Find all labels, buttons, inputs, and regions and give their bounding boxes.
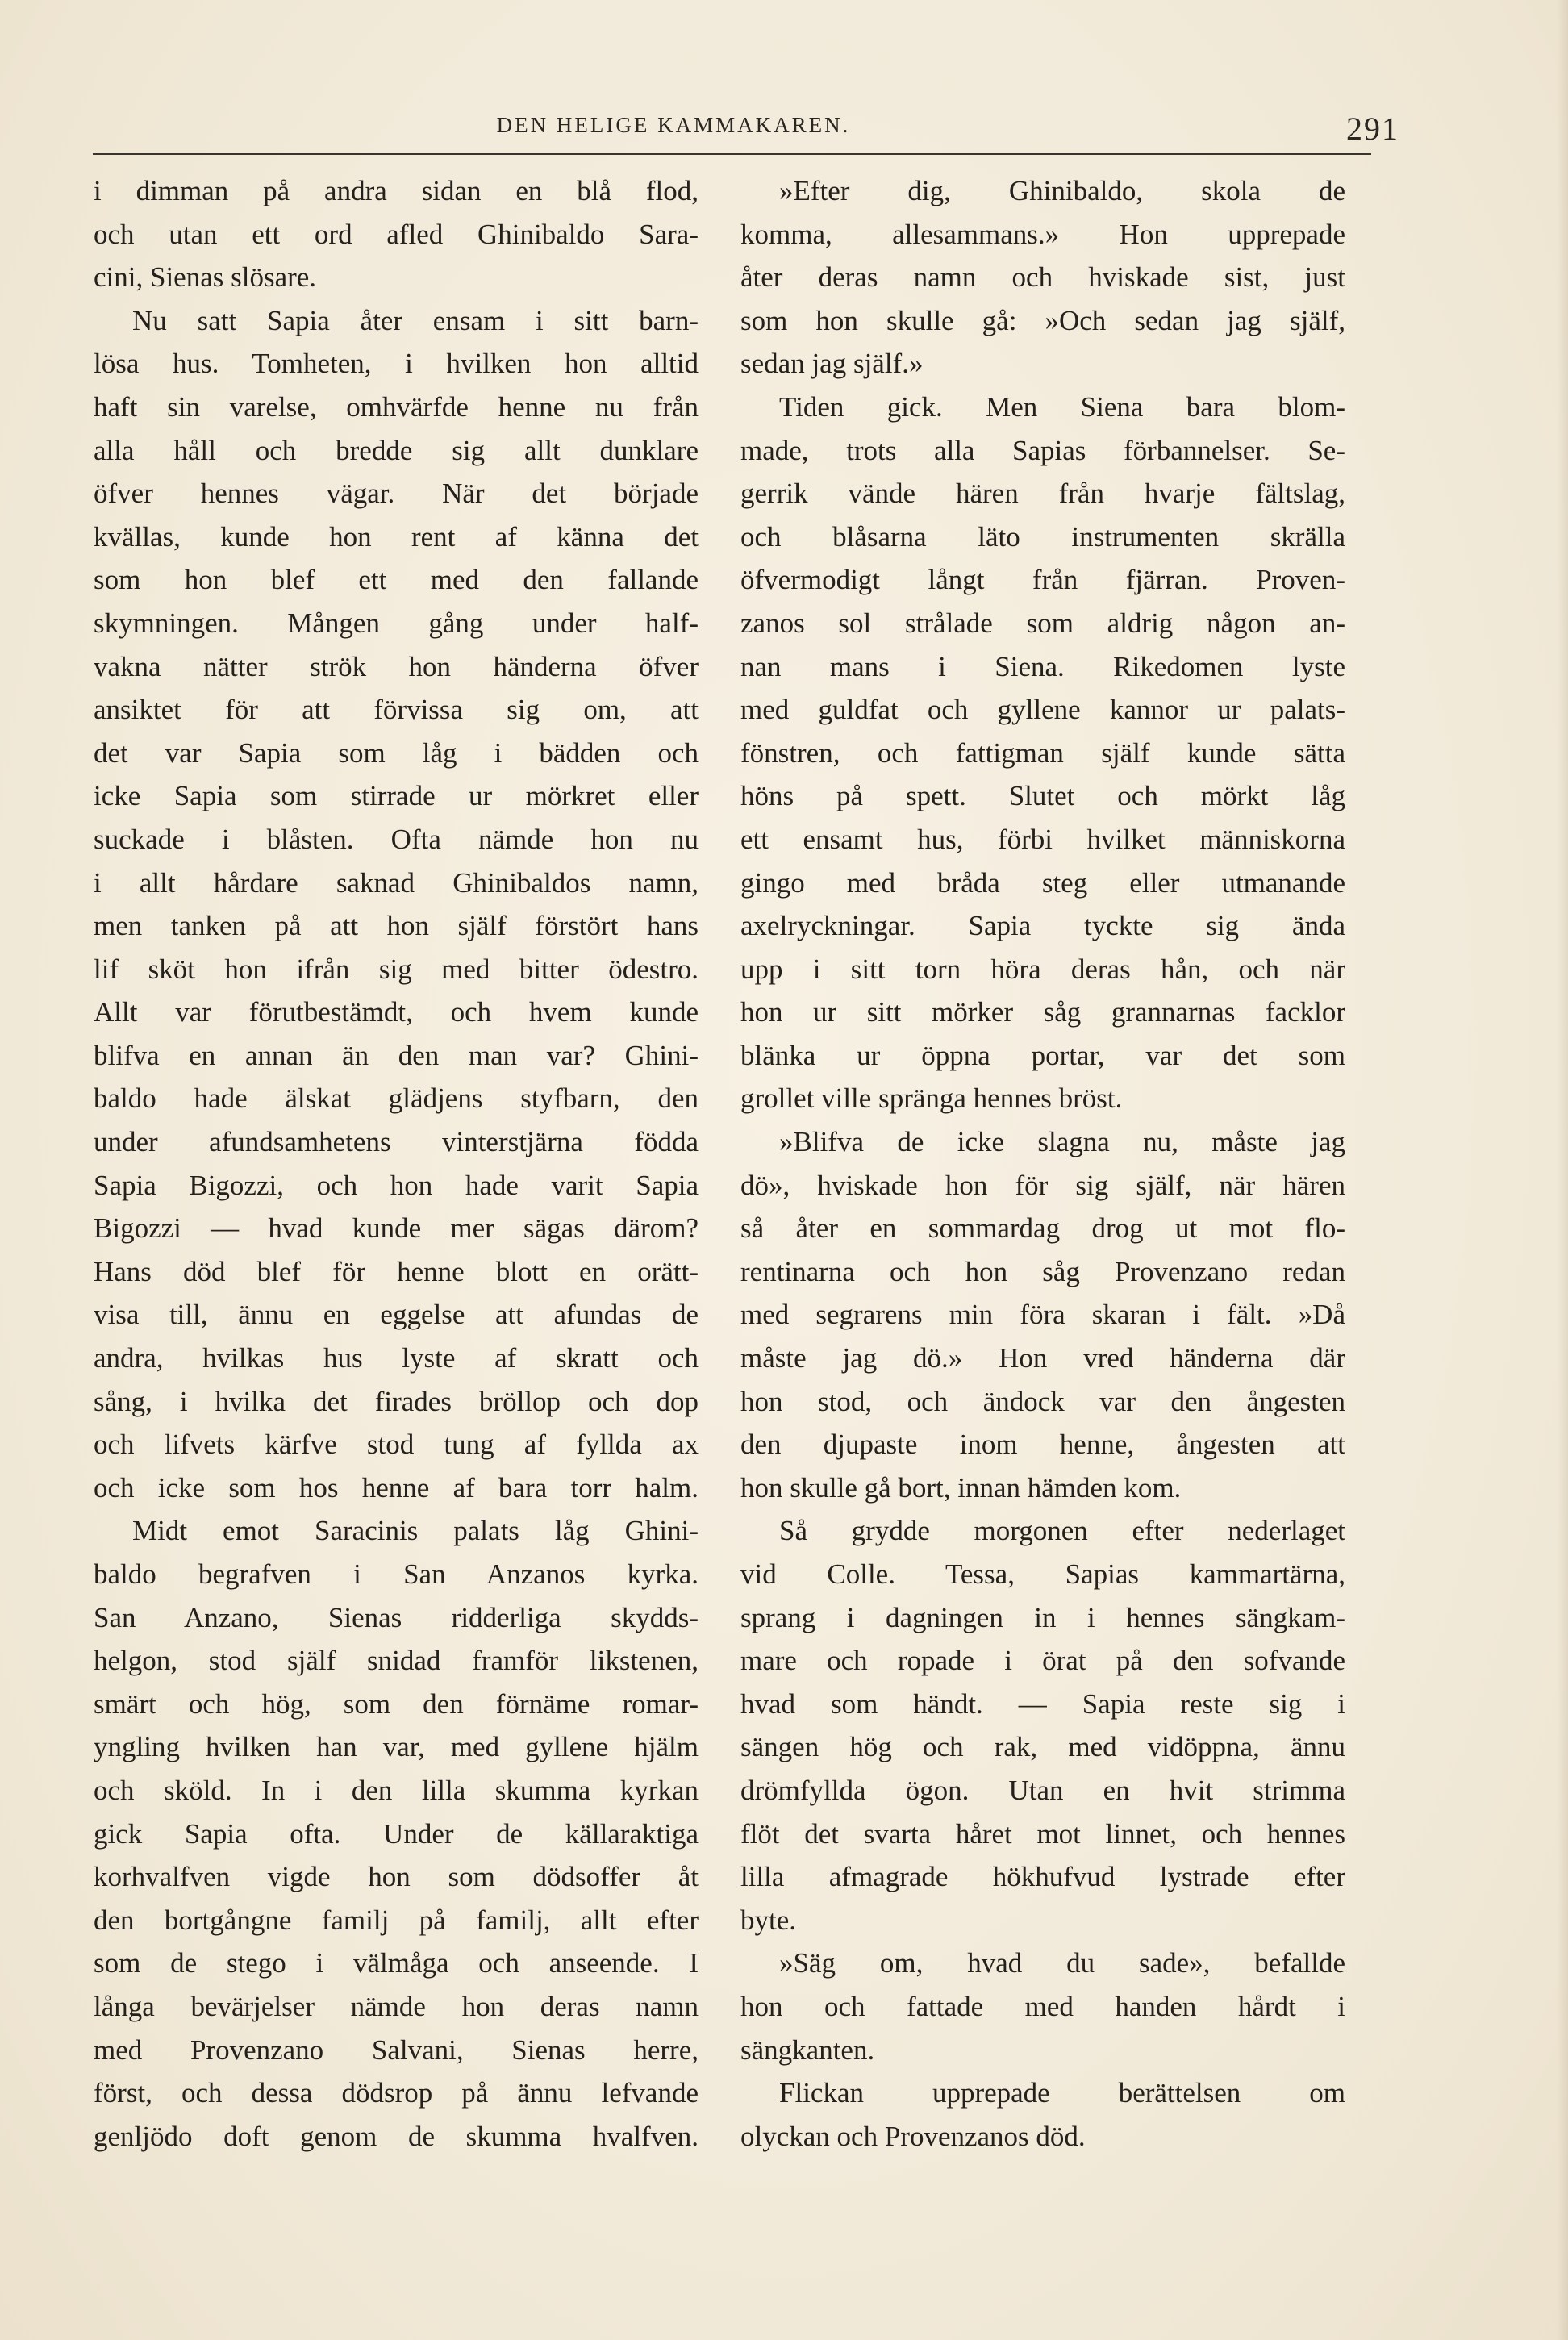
text-line: San Anzano, Sienas ridderliga skydds- [94,1601,699,1633]
text-line: sängkanten. [740,2033,875,2066]
text-line: genljödo doft genom de skumma hvalfven. [94,2120,699,2152]
text-line: »Efter dig, Ghinibaldo, skola de [779,175,1345,206]
text-line: alla håll och bredde sig allt dunklare [94,434,699,466]
text-line: blänka ur öppna portar, var det som [740,1039,1345,1071]
text-line: olyckan och Provenzanos död. [740,2120,1086,2152]
text-line: som hon skulle gå: »Och sedan jag själf, [740,304,1345,336]
text-line: skymningen. Mången gång under half- [94,607,699,639]
text-line: komma, allesammans.» Hon upprepade [740,218,1345,250]
text-line: sedan jag själf.» [740,348,924,380]
text-line: med guldfat och gyllene kannor ur palats- [740,694,1345,726]
running-title: DEN HELIGE KAMMAKAREN. [496,113,851,137]
text-line: axelryckningar. Sapia tyckte sig ända [740,910,1345,942]
text-line: upp i sitt torn höra deras hån, och när [740,953,1345,985]
text-line: drömfyllda ögon. Utan en hvit strimma [740,1774,1345,1806]
text-line: blifva en annan än den man var? Ghini- [94,1039,699,1071]
text-line: ett ensamt hus, förbi hvilket människorna [740,823,1345,855]
text-line: baldo hade älskat glädjens styfbarn, den [94,1082,699,1115]
text-line: visa till, ännu en eggelse att afundas de [94,1299,699,1331]
text-line: fönstren, och fattigman själf kunde sätta [740,736,1345,769]
text-line: hon stod, och ändock var den ångesten [740,1385,1345,1417]
text-line: made, trots alla Sapias förbannelser. Se- [740,434,1345,466]
text-line: men tanken på att hon själf förstört hans [94,910,699,942]
running-head [93,103,1399,152]
text-line: kvällas, kunde hon rent af känna det [94,520,699,553]
text-line: »Säg om, hvad du sade», befallde [779,1947,1345,1979]
text-line: rentinarna och hon såg Provenzano redan [740,1255,1345,1287]
text-line: icke Sapia som stirrade ur mörkret eller [94,780,699,812]
text-line: hon ur sitt mörker såg grannarnas facklor [740,996,1345,1028]
left-column [94,169,699,2158]
text-line: och blåsarna läto instrumenten skrälla [740,520,1345,553]
text-line: det var Sapia som låg i bädden och [94,736,699,769]
text-line: haft sin varelse, omhvärfde henne nu från [94,390,699,423]
text-line: den bortgångne familj på familj, allt efter [94,1904,699,1936]
text-line: gick Sapia ofta. Under de källaraktiga [94,1817,699,1850]
text-line: mare och ropade i örat på den sofvande [740,1645,1345,1677]
text-line: sprang i dagningen in i hennes sängkam- [740,1601,1345,1633]
text-line: Så grydde morgonen efter nederlaget [779,1515,1345,1547]
text-line: sängen hög och rak, med vidöppna, ännu [740,1731,1345,1763]
text-line: byte. [740,1904,797,1936]
text-line: baldo begrafven i San Anzanos kyrka. [94,1558,699,1590]
text-line: med segrarens min föra skaran i fält. »Då [740,1299,1345,1331]
text-line: och icke som hos henne af bara torr halm. [94,1471,699,1504]
text-line: Midt emot Saracinis palats låg Ghini- [132,1515,699,1547]
text-line: Sapia Bigozzi, och hon hade varit Sapia [94,1169,699,1201]
text-line: och utan ett ord afled Ghinibaldo Sara- [94,218,699,250]
text-line: korhvalfven vigde hon som dödsoffer åt [94,1861,699,1893]
text-line: Bigozzi — hvad kunde mer sägas därom? [94,1212,699,1245]
text-line: smärt och hög, som den förnäme romar- [94,1687,699,1720]
text-line: under afundsamhetens vinterstjärna födda [94,1126,699,1158]
text-line: måste jag dö.» Hon vred händerna där [740,1342,1345,1374]
text-line: hon och fattade med handen hårdt i [740,1990,1345,2022]
text-line: öfver hennes vägar. När det började [94,478,699,510]
text-line: gingo med bråda steg eller utmanande [740,866,1345,899]
text-line: öfvermodigt långt från fjärran. Proven- [740,564,1345,596]
text-line: vid Colle. Tessa, Sapias kammartärna, [740,1558,1345,1590]
text-line: och lifvets kärfve stod tung af fyllda ax [94,1429,699,1461]
text-line: långa bevärjelser nämde hon deras namn [94,1990,699,2022]
text-line: hon skulle gå bort, innan hämden kom. [740,1471,1182,1504]
text-line: som de stego i välmåga och anseende. I [94,1947,699,1979]
text-line: hvad som händt. — Sapia reste sig i [740,1687,1345,1720]
text-line: cini, Sienas slösare. [94,261,317,294]
page-edge-shadow [1557,0,1568,2340]
text-line: gerrik vände hären från hvarje fältslag, [740,478,1345,510]
text-line: andra, hvilkas hus lyste af skratt och [94,1342,699,1374]
text-line: Tiden gick. Men Siena bara blom- [779,390,1345,423]
text-line: och sköld. In i den lilla skumma kyrkan [94,1774,699,1806]
text-line: med Provenzano Salvani, Sienas herre, [94,2033,699,2066]
text-line: som hon blef ett med den fallande [94,564,699,596]
text-line: nan mans i Siena. Rikedomen lyste [740,650,1345,682]
text-line: Allt var förutbestämdt, och hvem kunde [94,996,699,1028]
text-line: Hans död blef för henne blott en orätt- [94,1255,699,1287]
text-line: suckade i blåsten. Ofta nämde hon nu [94,823,699,855]
text-line: grollet ville spränga hennes bröst. [740,1082,1123,1115]
text-line: den djupaste inom henne, ångesten att [740,1429,1345,1461]
text-line: flöt det svarta håret mot linnet, och hennes [740,1817,1345,1850]
text-line: lösa hus. Tomheten, i hvilken hon alltid [94,348,699,380]
text-line: åter deras namn och hviskade sist, just [740,261,1345,294]
text-line: helgon, stod själf snidad framför likstenen, [94,1645,699,1677]
text-line: Nu satt Sapia åter ensam i sitt barn- [132,304,699,336]
right-column [740,169,1345,2158]
text-line: lif sköt hon ifrån sig med bitter ödestro. [94,953,699,985]
text-line: i allt hårdare saknad Ghinibaldos namn, [94,866,699,899]
text-line: sång, i hvilka det firades bröllop och dop [94,1385,699,1417]
text-line: först, och dessa dödsrop på ännu lefvande [94,2077,699,2109]
text-line: lilla afmagrade hökhufvud lystrade efter [740,1861,1345,1893]
text-line: så åter en sommardag drog ut mot flo- [740,1212,1345,1245]
header-rule [93,153,1371,155]
text-line: höns på spett. Slutet och mörkt låg [740,780,1345,812]
text-line: yngling hvilken han var, med gyllene hjälm [94,1731,699,1763]
text-line: »Blifva de icke slagna nu, måste jag [779,1126,1345,1158]
text-line: zanos sol strålade som aldrig någon an- [740,607,1345,639]
text-line: vakna nätter strök hon händerna öfver [94,650,699,682]
text-line: Flickan upprepade berättelsen om [779,2077,1345,2109]
text-line: dö», hviskade hon för sig själf, när hären [740,1169,1345,1201]
text-line: ansiktet för att förvissa sig om, att [94,694,699,726]
text-line: i dimman på andra sidan en blå flod, [94,175,699,206]
page-number: 291 [1346,111,1399,147]
